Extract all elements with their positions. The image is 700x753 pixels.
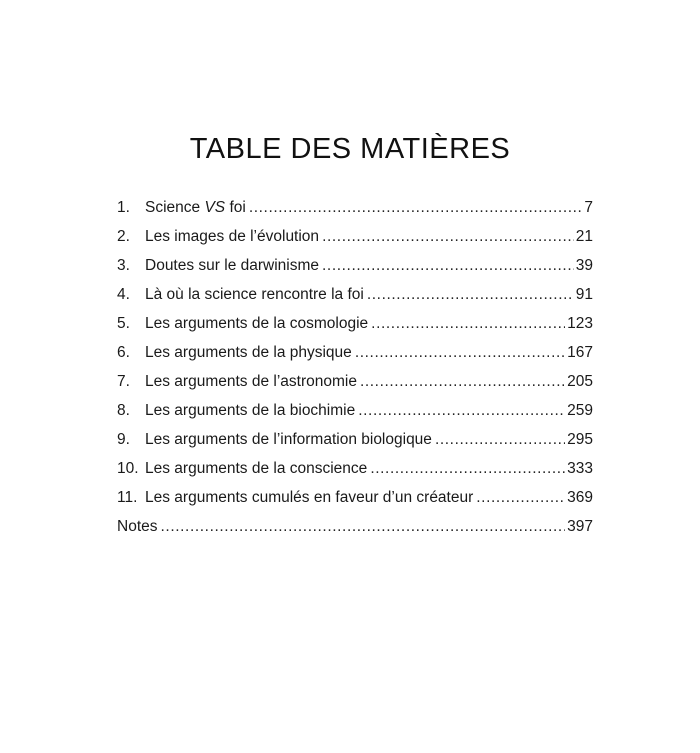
toc-entry-7 — [117, 372, 593, 401]
entry-page-number: 259 — [567, 402, 593, 419]
entry-number: 5. — [117, 315, 130, 332]
entry-page-number: 123 — [567, 315, 593, 332]
dot-leader — [367, 285, 574, 305]
entry-label: Les arguments cumulés en faveur d’un créateur — [145, 489, 474, 506]
entry-label: Les arguments de la cosmologie — [145, 315, 369, 332]
entry-page-number: 39 — [575, 257, 593, 274]
entry-number: 10. — [117, 460, 139, 477]
toc-entry-1 — [117, 198, 593, 227]
toc-entry-10 — [117, 459, 593, 488]
entry-page-number: 397 — [567, 518, 593, 535]
dot-leader — [355, 343, 565, 363]
entry-number: 9. — [117, 431, 130, 448]
entry-number: 3. — [117, 257, 130, 274]
entry-number: 11. — [117, 489, 138, 506]
entry-label: Les arguments de l’astronomie — [145, 373, 357, 390]
entry-number: 6. — [117, 344, 130, 361]
entry-label: Science VS foi — [145, 199, 246, 216]
toc-entry-5 — [117, 314, 593, 343]
entry-label: Notes — [117, 518, 158, 535]
entry-label: Les arguments de la physique — [145, 344, 352, 361]
toc-entry-4 — [117, 285, 593, 314]
entry-label-emphasis: VS — [204, 199, 226, 216]
dot-leader — [249, 198, 583, 218]
dot-leader — [370, 459, 565, 479]
entry-page-number: 91 — [575, 286, 593, 303]
entry-number: 4. — [117, 286, 130, 303]
entry-label: Les arguments de la biochimie — [145, 402, 356, 419]
toc-entry-9 — [117, 430, 593, 459]
entry-page-number: 333 — [567, 460, 593, 477]
entry-page-number: 205 — [567, 373, 593, 390]
dot-leader — [360, 372, 565, 392]
toc-entry-6 — [117, 343, 593, 372]
entry-page-number: 167 — [567, 344, 593, 361]
dot-leader — [322, 227, 574, 247]
entry-page-number: 21 — [575, 228, 593, 245]
entry-number: 7. — [117, 373, 130, 390]
toc-entry-3 — [117, 256, 593, 285]
toc-entry-2 — [117, 227, 593, 256]
entry-page-number: 295 — [567, 431, 593, 448]
entry-page-number: 369 — [567, 489, 593, 506]
dot-leader — [435, 430, 565, 450]
entry-number: 8. — [117, 402, 130, 419]
entry-number: 2. — [117, 228, 130, 245]
dot-leader — [358, 401, 565, 421]
entry-label: Les arguments de l’information biologique — [145, 431, 432, 448]
toc-entry-notes — [117, 517, 593, 546]
toc-entry-11 — [117, 488, 593, 517]
dot-leader — [161, 517, 566, 537]
dot-leader — [371, 314, 565, 334]
entry-label: Les arguments de la conscience — [145, 460, 368, 477]
dot-leader — [322, 256, 574, 276]
entry-label: Les images de l’évolution — [145, 228, 320, 245]
entry-page-number: 7 — [584, 199, 593, 216]
entry-label: Là où la science rencontre la foi — [145, 286, 364, 303]
dot-leader — [476, 488, 565, 508]
page-title: TABLE DES MATIÈRES — [189, 133, 511, 165]
toc-entry-8 — [117, 401, 593, 430]
entry-label: Doutes sur le darwinisme — [145, 257, 320, 274]
entry-number: 1. — [117, 199, 130, 216]
table-of-contents — [117, 198, 593, 546]
